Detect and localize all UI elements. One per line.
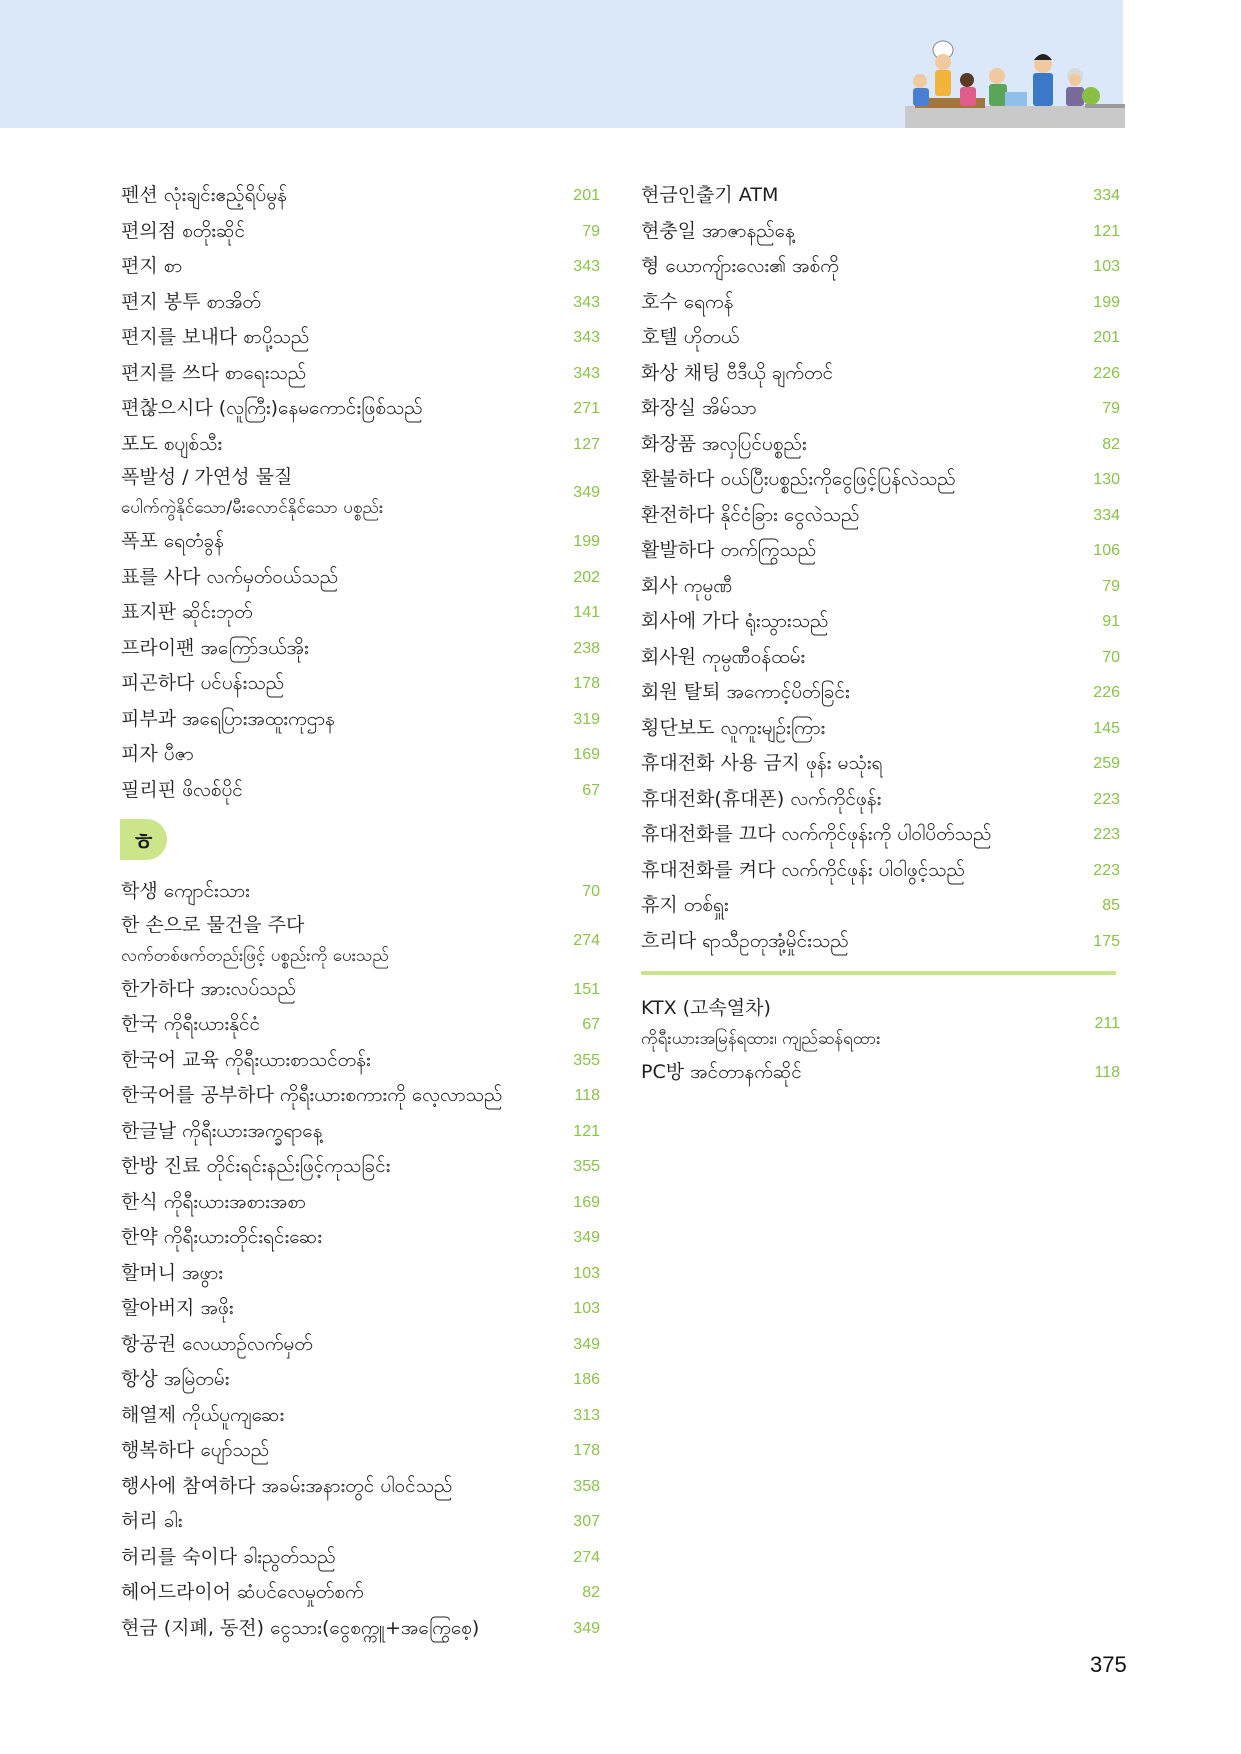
page-ref: 79 [1102, 577, 1120, 595]
index-entry [121, 972, 600, 1008]
index-entry [641, 533, 1120, 569]
entry-text: 항공권 လေယာဉ်လက်မှတ် [121, 1332, 313, 1355]
entry-text: 한국어 교육 ကိုရီးယားစာသင်တန်း [121, 1048, 371, 1071]
page-ref: 358 [573, 1477, 600, 1495]
page-ref: 349 [573, 1335, 600, 1353]
index-entry [121, 1007, 600, 1043]
section-divider [641, 971, 1116, 975]
entry-text: 한국 ကိုရီးယားနိုင်ငံ [121, 1013, 261, 1035]
page-ref: 169 [573, 1193, 600, 1211]
index-entry [641, 711, 1120, 747]
index-entry [121, 1398, 600, 1434]
index-entry [121, 1575, 600, 1611]
entry-text: 회원 탈퇴 အကောင့်ပိတ်ခြင်း [641, 681, 850, 703]
page-ref: 127 [573, 435, 600, 453]
page-ref: 85 [1102, 897, 1120, 914]
index-entry [121, 874, 600, 910]
entry-text: 휴지 တစ်ရှူး [641, 894, 729, 916]
page-ref: 82 [582, 1584, 600, 1601]
entry-text: 편의점 စတိုးဆိုင် [121, 219, 246, 242]
entry-text: 휴대전화 사용 금지 ဖုန်း မသုံးရ [641, 752, 883, 774]
index-entry [641, 356, 1120, 392]
page-ref: 349 [573, 1619, 600, 1637]
entry-text: 한국어를 공부하다 ကိုရီးယားစကားကို လေ့လာသည် [121, 1084, 503, 1106]
index-entry [641, 320, 1120, 356]
index-entry [641, 498, 1120, 534]
entry-text: 프라이팬 အကြော်ဒယ်အိုး [121, 636, 309, 659]
page-ref: 223 [1093, 861, 1120, 879]
index-entry [641, 427, 1120, 463]
index-entry [121, 631, 600, 667]
entry-text: 휴대전화를 켜다 လက်ကိုင်ဖုန်း ပါဝါဖွင့်သည် [641, 858, 965, 881]
index-entry [641, 462, 1120, 498]
entry-text: 흐리다 ရာသီဥတုအုံ့မှိုင်းသည် [641, 929, 849, 952]
entry-text: 허리 ခါး [121, 1510, 183, 1532]
index-entry [641, 675, 1120, 711]
page-ref: 82 [1102, 435, 1120, 453]
entry-text: 회사에 가다 ရုံးသွားသည် [641, 610, 829, 632]
entry-text: 횡단보도 လူကူးမျဉ်းကြား [641, 716, 826, 739]
index-entry [641, 782, 1120, 818]
page-ref: 334 [1093, 506, 1120, 524]
entry-gloss: လက်တစ်ဖက်တည်းဖြင့် ပစ္စည်းကို ပေးသည် [121, 945, 389, 966]
entry-text: 항상 အမြဲတမ်း [121, 1368, 230, 1390]
index-entry [121, 524, 600, 560]
entry-text: 형 ယောကျ်ားလေး၏ အစ်ကို [641, 255, 839, 277]
index-entry [121, 1362, 600, 1398]
page-ref: 349 [573, 1229, 600, 1246]
page-ref: 70 [582, 883, 600, 900]
page-number: 375 [1090, 1652, 1127, 1677]
page-ref: 169 [573, 746, 600, 763]
entry-text: 학생 ကျောင်းသား [121, 880, 250, 902]
page-ref: 355 [573, 1158, 600, 1175]
index-entry [121, 1469, 600, 1505]
page-ref: 211 [1094, 1015, 1120, 1032]
page-ref: 106 [1093, 542, 1120, 559]
index-entry [641, 285, 1120, 321]
entry-gloss: ကိုရီးယားအမြန်ရထား၊ ကျည်ဆန်ရထား [641, 1029, 881, 1049]
page-ref: 91 [1102, 613, 1120, 630]
page-ref: 223 [1093, 826, 1120, 843]
index-entry [121, 1611, 600, 1647]
index-entry [641, 391, 1120, 427]
entry-text: 활발하다 တက်ကြွသည် [641, 539, 817, 561]
index-entry [121, 1149, 600, 1185]
page-ref: 343 [573, 258, 600, 275]
index-entry [641, 640, 1120, 676]
page-ref: 201 [1093, 329, 1120, 346]
page-ref: 355 [573, 1051, 600, 1069]
page-ref: 334 [1093, 187, 1120, 204]
entry-headword: 한 손으로 물건을 주다 [121, 913, 305, 936]
page-ref: 226 [1093, 364, 1120, 382]
page-ref: 118 [1094, 1064, 1120, 1081]
index-entry [121, 1256, 600, 1292]
page-ref: 145 [1093, 719, 1120, 737]
page-ref: 118 [574, 1087, 600, 1104]
people-illustration [905, 36, 1125, 128]
page-ref: 199 [1093, 293, 1120, 311]
entry-text: 회사원 ကုမ္ပဏီဝန်ထမ်း [641, 645, 806, 668]
entry-text: 화장실 အိမ်သာ [641, 397, 757, 419]
page-ref: 121 [1093, 222, 1120, 240]
entry-text: 피곤하다 ပင်ပန်းသည် [121, 672, 285, 694]
index-entry [121, 1114, 600, 1150]
index-entry [121, 773, 600, 809]
index-entry [121, 1220, 600, 1256]
page-ref: 178 [573, 675, 600, 692]
entry-text: 현금인출기 ATM [641, 184, 779, 206]
section-letter-badge: ㅎ [120, 819, 167, 860]
entry-text: 편지를 쓰다 စာရေးသည် [121, 361, 307, 384]
entry-gloss: ပေါက်ကွဲနိုင်သော/မီးလောင်နိုင်သော ပစ္စည်း [121, 498, 384, 518]
entry-text: 한약 ကိုရီးယားတိုင်းရင်းဆေး [121, 1226, 323, 1248]
page-ref: 202 [573, 568, 600, 586]
page-ref: 103 [1093, 258, 1120, 275]
page-ref: 274 [573, 931, 600, 949]
index-entry [641, 817, 1120, 853]
index-entry [121, 178, 600, 214]
entry-text: 휴대전화를 끄다 လက်ကိုင်ဖုန်းကို ပါဝါပိတ်သည် [641, 823, 992, 845]
entry-text: 할머니 အဖွား [121, 1261, 224, 1284]
entry-text: 회사 ကုမ္ပဏီ [641, 574, 733, 597]
index-entry [641, 178, 1120, 214]
page-ref: 313 [573, 1406, 600, 1424]
entry-text: 할아버지 အဖိုး [121, 1297, 234, 1319]
index-entry [121, 1327, 600, 1363]
index-entry [121, 1540, 600, 1576]
entry-text: 호수 ရေကန် [641, 290, 734, 313]
page-ref: 103 [573, 1300, 600, 1317]
index-entry-two-line [641, 993, 1120, 1055]
entry-text: 한가하다 အားလပ်သည် [121, 977, 296, 1000]
index-entry [121, 1433, 600, 1469]
entry-text: 필리핀 ဖိလစ်ပိုင် [121, 778, 243, 801]
entry-text: 한글날 ကိုရီးယားအက္ခရာနေ့ [121, 1119, 323, 1142]
index-entry [121, 214, 600, 250]
entry-text: 편지 စာ [121, 255, 183, 277]
page-ref: 175 [1093, 932, 1120, 950]
index-entry [121, 249, 600, 285]
index-entry [641, 1055, 1120, 1091]
entry-text: 피부과 အရေပြားအထူးကုဌာန [121, 707, 335, 730]
index-entry [121, 560, 600, 596]
page-ref: 201 [573, 187, 600, 204]
page-ref: 103 [573, 1264, 600, 1282]
index-entry [641, 924, 1120, 960]
page-ref: 79 [582, 222, 600, 240]
entry-text: 펜션 လုံးချင်းဧည့်ရိပ်မွန် [121, 184, 287, 206]
entry-text: 헤어드라이어 ဆံပင်လေမှုတ်စက် [121, 1581, 364, 1603]
index-entry [641, 214, 1120, 250]
index-entry-two-line [121, 910, 600, 972]
index-entry [121, 702, 600, 738]
entry-text: 편지 봉투 စာအိတ် [121, 290, 261, 313]
entry-headword: KTX (고속열차) [641, 997, 771, 1019]
page-ref: 274 [573, 1548, 600, 1566]
entry-text: PC방 အင်တာနက်ဆိုင် [641, 1061, 802, 1083]
entry-text: 환불하다 ဝယ်ပြီးပစ္စည်းကိုငွေဖြင့်ပြန်လဲသည် [641, 468, 956, 490]
entry-text: 포도 စပျစ်သီး [121, 432, 223, 455]
index-entry [121, 1185, 600, 1221]
page-ref: 343 [573, 293, 600, 311]
page-ref: 199 [573, 533, 600, 550]
entry-text: 화상 채팅 ဗီဒီယို ချက်တင် [641, 361, 834, 384]
entry-text: 환전하다 နိုင်ငံခြား ငွေလဲသည် [641, 503, 860, 526]
index-entry [121, 1043, 600, 1079]
entry-text: 현충일 အာဇာနည်နေ့ [641, 219, 795, 242]
entry-text: 호텔 ဟိုတယ် [641, 326, 740, 348]
page-ref: 67 [582, 781, 600, 799]
page-ref: 343 [573, 364, 600, 382]
entry-text: 현금 (지폐, 동전) ငွေသား(ငွေစက္ကူ+အကြွေစေ့) [121, 1616, 480, 1639]
page-ref: 271 [573, 400, 600, 417]
entry-text: 피자 ပီဇာ [121, 743, 194, 765]
page-ref: 70 [1102, 648, 1120, 666]
page-ref: 178 [573, 1442, 600, 1459]
index-entry [121, 391, 600, 427]
index-column-right [641, 178, 1120, 1091]
page-ref: 307 [573, 1513, 600, 1530]
index-entry [641, 888, 1120, 924]
page-ref: 223 [1093, 790, 1120, 808]
entry-text: 한방 진료 တိုင်းရင်းနည်းဖြင့်ကုသခြင်း [121, 1155, 391, 1177]
entry-text: 허리를 숙이다 ခါးညွတ်သည် [121, 1545, 336, 1568]
page-ref: 67 [582, 1016, 600, 1033]
index-entry [121, 356, 600, 392]
entry-headword: 폭발성 / 가연성 물질 [121, 466, 293, 488]
page-ref: 79 [1102, 400, 1120, 417]
index-entry [641, 746, 1120, 782]
entry-text: 행복하다 ပျော်သည် [121, 1439, 270, 1461]
page-ref: 226 [1093, 684, 1120, 701]
page-ref: 349 [573, 484, 600, 501]
index-entry [121, 1291, 600, 1327]
page-ref: 343 [573, 329, 600, 346]
index-entry [641, 853, 1120, 889]
page-ref: 319 [573, 710, 600, 728]
entry-text: 행사에 참여하다 အခမ်းအနားတွင် ပါဝင်သည် [121, 1474, 453, 1497]
index-entry [121, 320, 600, 356]
page-ref: 151 [573, 980, 600, 998]
entry-text: 해열제 ကိုယ်ပူကျဆေး [121, 1403, 285, 1426]
index-entry [121, 1078, 600, 1114]
index-entry [121, 1504, 600, 1540]
index-entry [121, 666, 600, 702]
page-ref: 121 [573, 1122, 600, 1140]
entry-text: 폭포 ရေတံခွန် [121, 530, 224, 552]
index-column-left [121, 178, 600, 1646]
index-entry [641, 569, 1120, 605]
index-entry [641, 604, 1120, 640]
index-entry-two-line [121, 462, 600, 524]
page-ref: 259 [1093, 755, 1120, 772]
entry-text: 표를 사다 လက်မှတ်ဝယ်သည် [121, 565, 339, 588]
index-entry [121, 427, 600, 463]
index-entry [121, 595, 600, 631]
entry-text: 표지판 ဆိုင်းဘုတ် [121, 601, 253, 623]
entry-text: 화장품 အလှပြင်ပစ္စည်း [641, 432, 807, 455]
entry-text: 편찮으시다 (လူကြီး)နေမကောင်းဖြစ်သည် [121, 397, 423, 419]
page-ref: 130 [1093, 471, 1120, 488]
page-ref: 238 [573, 639, 600, 657]
page-ref: 141 [573, 604, 600, 621]
index-entry [641, 249, 1120, 285]
entry-text: 휴대전화(휴대폰) လက်ကိုင်ဖုန်း [641, 787, 882, 810]
entry-text: 편지를 보내다 စာပို့သည် [121, 326, 310, 348]
index-entry [121, 737, 600, 773]
index-entry [121, 285, 600, 321]
page-ref: 186 [573, 1371, 600, 1388]
entry-text: 한식 ကိုရီးယားအစားအစာ [121, 1190, 306, 1213]
